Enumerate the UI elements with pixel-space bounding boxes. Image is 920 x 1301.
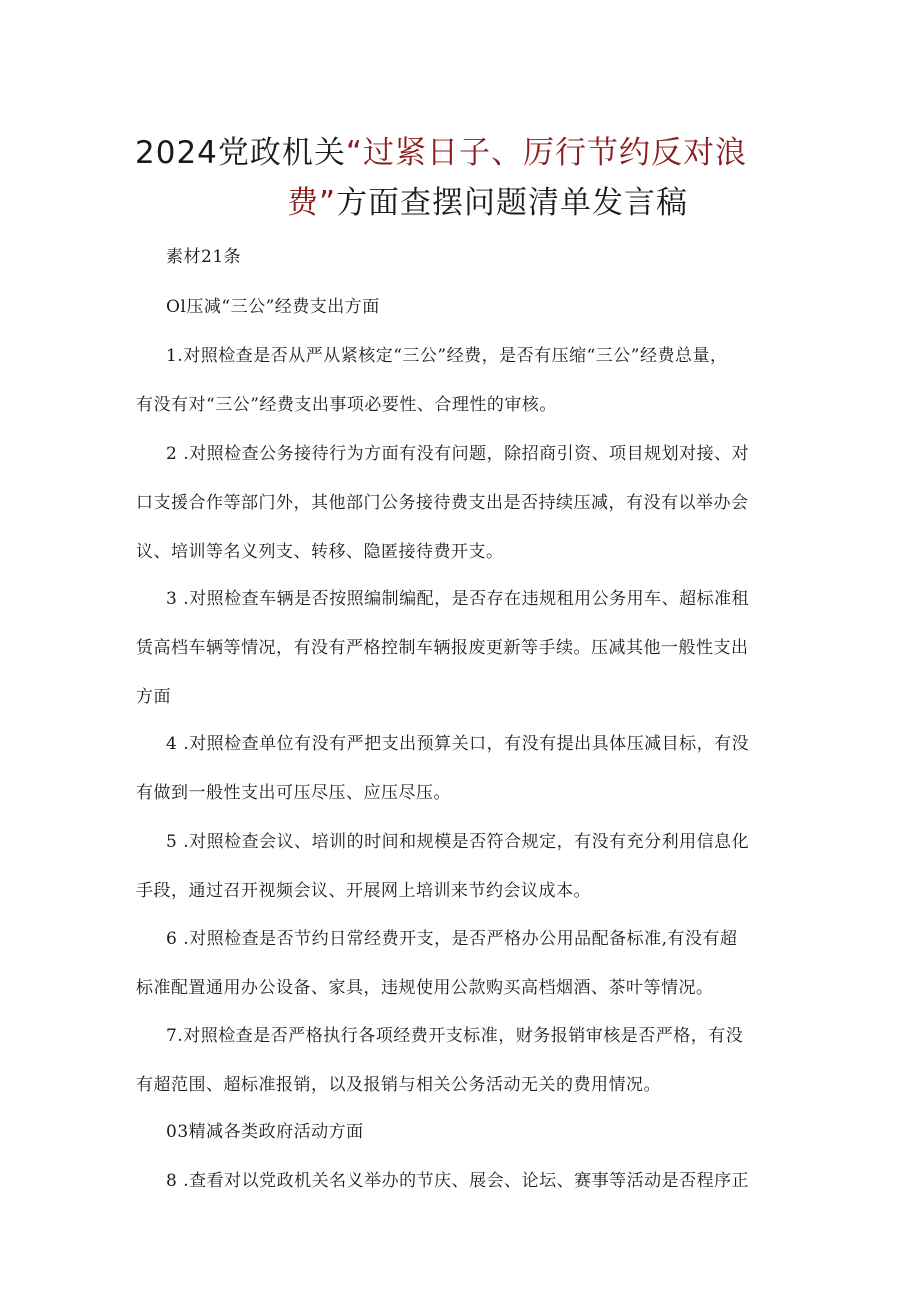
paragraph-5: 5 .对照检查会议、培训的时间和规模是否符合规定，有没有充分利用信息化 手段，通过召开视频会议、开展网上培训来节约会议成本。 [136, 832, 750, 901]
paragraph-4: 4 .对照检查单位有没有严把支出预算关口，有没有提出具体压减目标，有没 有做到一般性支出可压尽压、应压尽压。 [136, 734, 750, 803]
document-title-line-1 [0, 127, 920, 172]
paragraph-1: 1.对照检查是否从严从紧核定“三公”经费，是否有压缩“三公”经费总量， 有没有对“三公”经费支出事项必要性、合理性的审核。 [136, 346, 728, 415]
section-heading-3: 03精减各类政府活动方面 [166, 1122, 364, 1142]
paragraph-3: 3 .对照检查车辆是否按照编制编配，是否存在违规租用公务用车、超标准租 赁高档车辆等情况，有没有严格控制车辆报废更新等手续。压减其他一般性支出 方面 [136, 589, 750, 707]
paragraph-8: 8 .查看对以党政机关名义举办的节庆、展会、论坛、赛事等活动是否程序正 [166, 1171, 750, 1191]
section-heading-1: Ol压减“三公”经费支出方面 [166, 297, 380, 317]
paragraph-2: 2 .对照检查公务接待行为方面有没有问题，除招商引资、项目规划对接、对 口支援合作等部门外，其他部门公务接待费支出是否持续压减，有没有以举办会 议、培训等名义列支、转移、隐匿接待费开支。 [136, 444, 750, 562]
title-accent-part-2: 费” [287, 185, 337, 221]
title-year-part: 2024党政机关 [135, 135, 346, 171]
document-title-line-2 [0, 177, 920, 222]
subtitle: 素材21条 [166, 247, 242, 267]
paragraph-7: 7.对照检查是否严格执行各项经费开支标准，财务报销审核是否严格，有没 有超范围、超标准报销，以及报销与相关公务活动无关的费用情况。 [136, 1026, 744, 1095]
paragraph-6: 6 .对照检查是否节约日常经费开支，是否严格办公用品配备标准,有没有超 标准配置通用办公设备、家具，违规使用公款购买高档烟酒、茶叶等情况。 [136, 929, 738, 998]
title-rest-part: 方面查摆问题清单发言稿 [336, 185, 689, 221]
title-accent-part: “过紧日子、厉行节约反对浪 [345, 135, 747, 171]
